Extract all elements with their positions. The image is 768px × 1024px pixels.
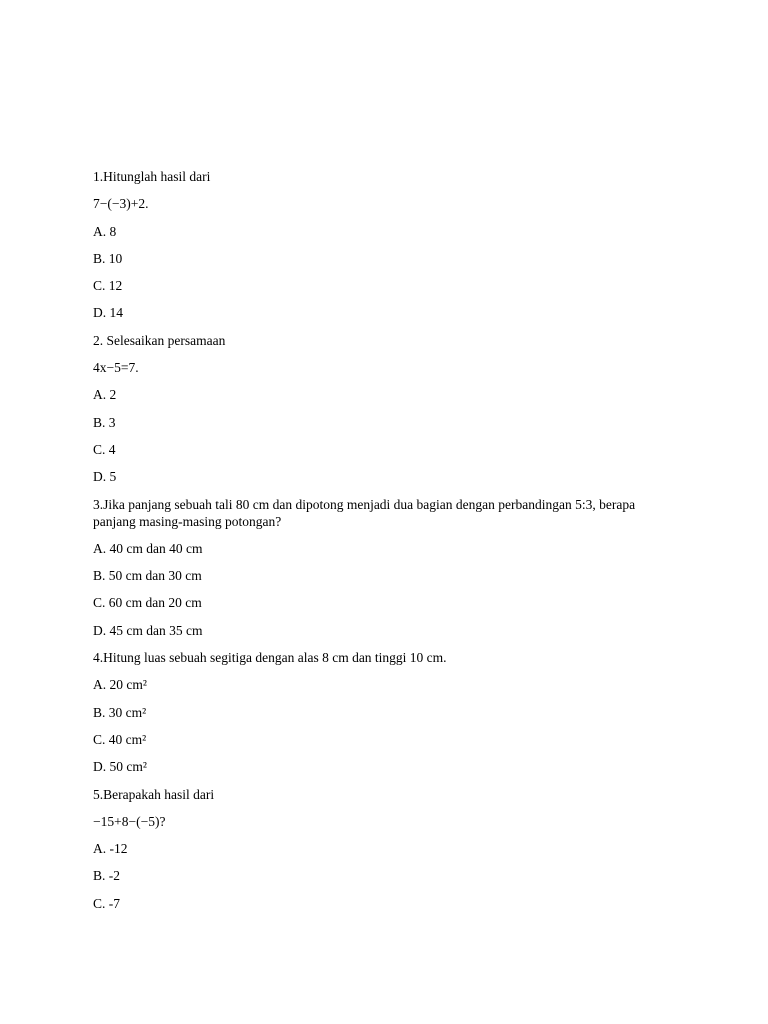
question-2-prompt: 2. Selesaikan persamaan: [93, 332, 226, 348]
question-5-expression: −15+8−(−5)?: [93, 813, 166, 829]
question-1-expression: 7−(−3)+2.: [93, 196, 149, 212]
question-3-option-a: A. 40 cm dan 40 cm: [93, 540, 203, 556]
question-3-option-c: C. 60 cm dan 20 cm: [93, 595, 202, 611]
question-1-prompt: 1.Hitunglah hasil dari: [93, 169, 211, 184]
question-list: [93, 168, 678, 922]
question-2-option-b: B. 3: [93, 414, 116, 430]
question-3-prompt: 3.Jika panjang sebuah tali 80 cm dan dipotong menjadi dua bagian dengan perbandingan 5:3, berapa panjang masing-masing potongan?: [93, 496, 636, 529]
question-3-option-b: B. 50 cm dan 30 cm: [93, 568, 202, 584]
question-1-option-b: B. 10: [93, 250, 123, 266]
question-2-option-c: C. 4: [93, 441, 116, 457]
question-4-option-c: C. 40 cm²: [93, 731, 147, 747]
question-1-option-a: A. 8: [93, 223, 117, 239]
question-1-option-c: C. 12: [93, 278, 123, 294]
question-5-option-c: C. -7: [93, 895, 120, 911]
question-2-option-a: A. 2: [93, 387, 117, 403]
question-5-option-a: A. -12: [93, 841, 128, 857]
question-3-option-d: D. 45 cm dan 35 cm: [93, 622, 203, 638]
question-1-option-d: D. 14: [93, 305, 123, 321]
question-4-option-b: B. 30 cm²: [93, 704, 147, 720]
question-2-option-d: D. 5: [93, 469, 117, 485]
question-2-expression: 4x−5=7.: [93, 360, 139, 376]
question-5-option-b: B. -2: [93, 868, 120, 884]
question-4-option-d: D. 50 cm²: [93, 759, 147, 775]
question-5-prompt: 5.Berapakah hasil dari: [93, 786, 215, 802]
question-4-prompt: 4.Hitung luas sebuah segitiga dengan alas 8 cm dan tinggi 10 cm.: [93, 650, 447, 666]
question-4-option-a: A. 20 cm²: [93, 677, 147, 693]
